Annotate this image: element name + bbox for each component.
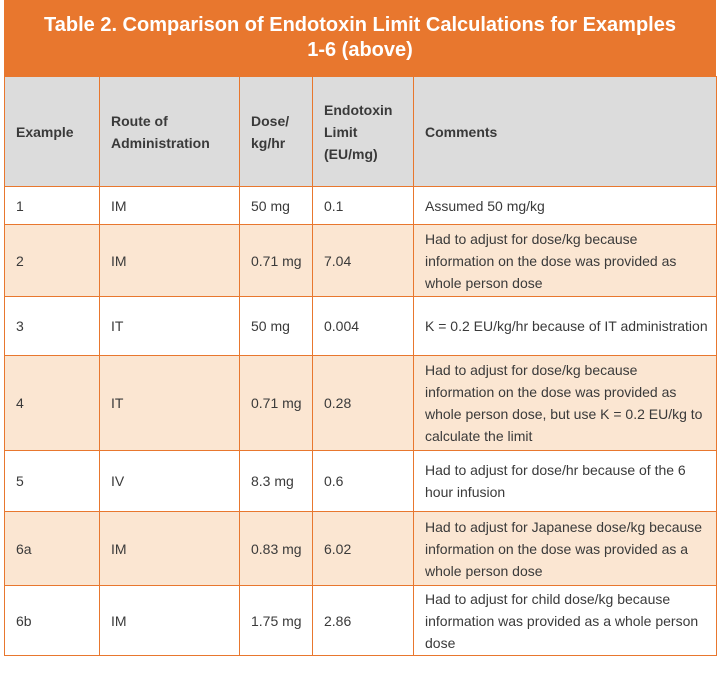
cell-comments: Had to adjust for dose/kg because information on the dose was provided as whole person dose, but use K = 0.2 EU/kg to calculate the limit (414, 356, 717, 451)
table-row (5, 586, 717, 656)
cell-route: IT (100, 297, 240, 356)
cell-example: 1 (5, 187, 100, 225)
cell-example: 4 (5, 356, 100, 451)
header-limit: Endotoxin Limit (EU/mg) (313, 77, 414, 187)
cell-route: IM (100, 187, 240, 225)
cell-comments: Had to adjust for dose/kg because information on the dose was provided as whole person dose (414, 225, 717, 297)
cell-limit: 0.004 (313, 297, 414, 356)
cell-dose: 0.71 mg (240, 225, 313, 297)
cell-route: IM (100, 225, 240, 297)
cell-comments: Had to adjust for Japanese dose/kg because information on the dose was provided as a whole person dose (414, 512, 717, 586)
header-row (5, 77, 717, 187)
cell-example: 6a (5, 512, 100, 586)
cell-dose: 8.3 mg (240, 451, 313, 512)
endotoxin-table (4, 76, 717, 656)
cell-dose: 1.75 mg (240, 586, 313, 656)
cell-example: 3 (5, 297, 100, 356)
cell-limit: 7.04 (313, 225, 414, 297)
header-route: Route of Administration (100, 77, 240, 187)
table-row (5, 225, 717, 297)
cell-limit: 0.28 (313, 356, 414, 451)
cell-example: 2 (5, 225, 100, 297)
cell-limit: 0.1 (313, 187, 414, 225)
cell-limit: 0.6 (313, 451, 414, 512)
cell-route: IM (100, 586, 240, 656)
cell-comments: Had to adjust for dose/hr because of the 6 hour infusion (414, 451, 717, 512)
cell-comments: Assumed 50 mg/kg (414, 187, 717, 225)
cell-comments: Had to adjust for child dose/kg because information was provided as a whole person dose (414, 586, 717, 656)
table-title: Table 2. Comparison of Endotoxin Limit Calculations for Examples 1-6 (above) (4, 0, 716, 76)
cell-example: 6b (5, 586, 100, 656)
header-dose: Dose/ kg/hr (240, 77, 313, 187)
cell-dose: 0.71 mg (240, 356, 313, 451)
table-row (5, 297, 717, 356)
cell-example: 5 (5, 451, 100, 512)
table-figure (4, 0, 716, 696)
cell-dose: 50 mg (240, 187, 313, 225)
cell-limit: 2.86 (313, 586, 414, 656)
header-comments: Comments (414, 77, 717, 187)
cell-comments: K = 0.2 EU/kg/hr because of IT administration (414, 297, 717, 356)
table-row (5, 356, 717, 451)
header-example: Example (5, 77, 100, 187)
cell-route: IT (100, 356, 240, 451)
table-row (5, 451, 717, 512)
cell-dose: 50 mg (240, 297, 313, 356)
table-row (5, 187, 717, 225)
cell-limit: 6.02 (313, 512, 414, 586)
cell-route: IV (100, 451, 240, 512)
cell-dose: 0.83 mg (240, 512, 313, 586)
table-row (5, 512, 717, 586)
cell-route: IM (100, 512, 240, 586)
